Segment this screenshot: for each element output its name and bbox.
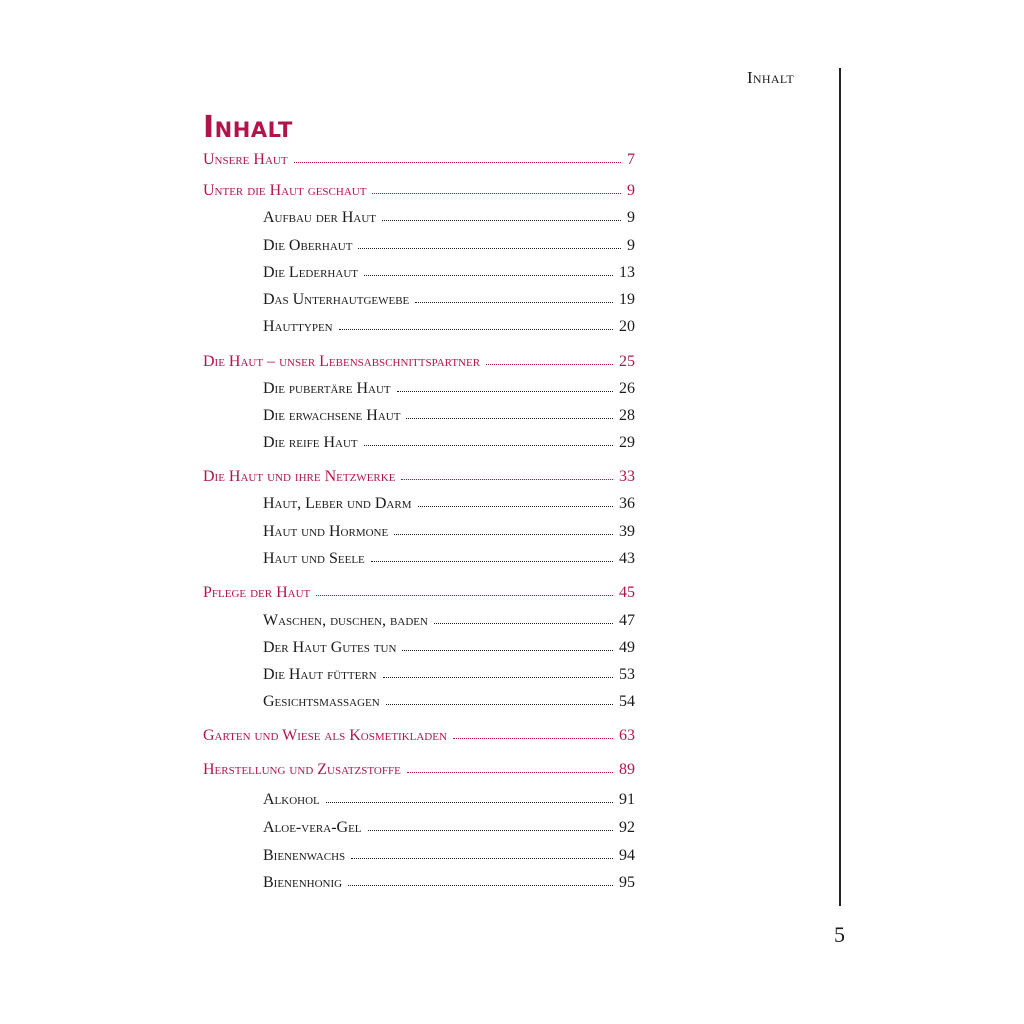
toc-section-entry [263, 788, 635, 812]
toc-entry-label: Das Unterhautgewebe [263, 291, 410, 308]
toc-section-entry [263, 377, 635, 401]
toc-section-entry [263, 431, 635, 455]
toc-entry-page: 7 [627, 151, 635, 168]
dot-leader [406, 418, 613, 419]
toc-entry-page: 9 [627, 209, 635, 226]
toc-entry-label: Die Haut – unser Lebensabschnittspartner [203, 353, 481, 370]
toc-entry-label: Die Oberhaut [263, 237, 353, 254]
toc-entry-page: 36 [619, 495, 635, 512]
dot-leader [364, 445, 613, 446]
toc-chapter-entry [203, 179, 635, 203]
toc-entry-page: 19 [619, 291, 635, 308]
toc-entry-label: Garten und Wiese als Kosmetikladen [203, 727, 447, 744]
toc-section-entry [263, 234, 635, 258]
toc-section-entry [263, 261, 635, 285]
toc-entry-label: Haut, Leber und Darm [263, 495, 412, 512]
toc-entry-page: 91 [619, 791, 635, 808]
toc-entry-page: 9 [627, 237, 635, 254]
dot-leader [402, 650, 613, 651]
toc-entry-label: Alkohol [263, 791, 320, 808]
toc-entry-label: Haut und Hormone [263, 523, 389, 540]
toc-entry-page: 43 [619, 550, 635, 567]
toc-entry-page: 26 [619, 380, 635, 397]
toc-chapter-entry [203, 148, 635, 172]
toc-chapter-entry [203, 465, 635, 489]
toc-entry-label: Waschen, duschen, baden [263, 612, 428, 629]
dot-leader [386, 704, 613, 705]
toc-entry-page: 49 [619, 639, 635, 656]
toc-entry-page: 47 [619, 612, 635, 629]
toc-entry-page: 25 [619, 353, 635, 370]
dot-leader [407, 772, 613, 773]
dot-leader [383, 677, 613, 678]
dot-leader [368, 830, 613, 831]
toc-entry-page: 54 [619, 693, 635, 710]
dot-leader [401, 479, 613, 480]
dot-leader [348, 885, 613, 886]
toc-section-entry [263, 816, 635, 840]
toc-entry-page: 9 [627, 182, 635, 199]
toc-entry-page: 33 [619, 468, 635, 485]
dot-leader [415, 302, 613, 303]
toc-chapter-entry [203, 758, 635, 782]
toc-entry-label: Der Haut Gutes tun [263, 639, 397, 656]
toc-entry-label: Unsere Haut [203, 151, 288, 168]
dot-leader [326, 802, 613, 803]
toc-chapter-entry [203, 350, 635, 374]
toc-section-entry [263, 206, 635, 230]
toc-entry-label: Unter die Haut geschaut [203, 182, 367, 199]
toc-entry-label: Die reife Haut [263, 434, 358, 451]
toc-section-entry [263, 636, 635, 660]
toc-section-entry [263, 690, 635, 714]
dot-leader [358, 248, 621, 249]
dot-leader [364, 275, 613, 276]
margin-rule [839, 68, 841, 906]
toc-entry-label: Die Lederhaut [263, 264, 358, 281]
dot-leader [339, 329, 613, 330]
toc-entry-page: 95 [619, 874, 635, 891]
toc-entry-label: Hauttypen [263, 318, 333, 335]
toc-entry-page: 63 [619, 727, 635, 744]
toc-entry-label: Bienenwachs [263, 847, 346, 864]
dot-leader [351, 858, 613, 859]
dot-leader [397, 391, 613, 392]
dot-leader [418, 506, 614, 507]
toc-section-entry [263, 492, 635, 516]
toc-entry-page: 13 [619, 264, 635, 281]
running-head: Inhalt [746, 68, 794, 87]
toc-section-entry [263, 547, 635, 571]
toc-entry-label: Aufbau der Haut [263, 209, 377, 226]
toc-entry-page: 89 [619, 761, 635, 778]
toc-entry-page: 29 [619, 434, 635, 451]
dot-leader [294, 162, 621, 163]
page-number: 5 [834, 922, 845, 947]
toc-entry-label: Die pubertäre Haut [263, 380, 391, 397]
toc-entry-label: Gesichtsmassagen [263, 693, 380, 710]
dot-leader [394, 534, 613, 535]
toc-section-entry [263, 315, 635, 339]
dot-leader [453, 738, 613, 739]
toc-title: Inhalt [203, 110, 293, 145]
toc-section-entry [263, 663, 635, 687]
toc-entry-page: 39 [619, 523, 635, 540]
toc-entry-page: 53 [619, 666, 635, 683]
toc-entry-label: Bienenhonig [263, 874, 343, 891]
toc-section-entry [263, 844, 635, 868]
toc-entry-label: Aloe-vera-Gel [263, 819, 362, 836]
toc-entry-label: Herstellung und Zusatzstoffe [203, 761, 401, 778]
toc-entry-label: Haut und Seele [263, 550, 365, 567]
toc-entry-page: 20 [619, 318, 635, 335]
toc-entry-label: Pflege der Haut [203, 584, 311, 601]
dot-leader [372, 193, 621, 194]
toc-entry-page: 94 [619, 847, 635, 864]
toc-chapter-entry [203, 724, 635, 748]
dot-leader [316, 595, 613, 596]
toc-chapter-entry [203, 581, 635, 605]
dot-leader [486, 364, 613, 365]
toc-section-entry [263, 871, 635, 895]
dot-leader [382, 220, 621, 221]
toc-section-entry [263, 609, 635, 633]
toc-entry-page: 28 [619, 407, 635, 424]
dot-leader [434, 623, 613, 624]
toc-entry-page: 92 [619, 819, 635, 836]
toc-entry-label: Die Haut und ihre Netzwerke [203, 468, 396, 485]
toc-section-entry [263, 520, 635, 544]
toc-entry-label: Die Haut füttern [263, 666, 377, 683]
toc-entry-page: 45 [619, 584, 635, 601]
toc-entry-label: Die erwachsene Haut [263, 407, 401, 424]
dot-leader [371, 561, 613, 562]
toc-section-entry [263, 404, 635, 428]
toc-section-entry [263, 288, 635, 312]
